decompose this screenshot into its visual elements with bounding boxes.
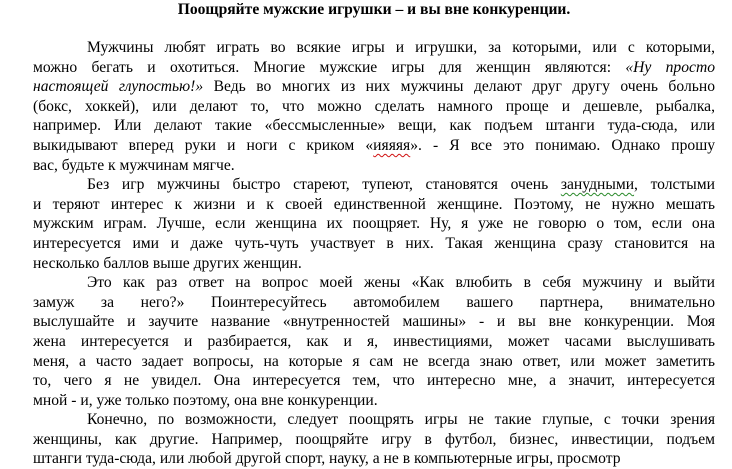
text-run: Ведь во многих из них мужчины делают друг другу очень больно	[203, 78, 715, 96]
document-body	[33, 38, 715, 469]
text-line	[33, 430, 715, 450]
text-line	[33, 449, 715, 469]
text-run: ». - Я все это понимаю. Однако прошу	[410, 136, 716, 154]
text-run: меня, а часто задает вопросы, на которые я сам не всегда знаю ответ, или может заметить	[33, 352, 715, 370]
text-line	[33, 38, 715, 58]
text-run: мной - и, уже только поэтому, она вне конкуренции.	[33, 391, 378, 409]
text-run: и теряют интерес к жизни и к своей единственной женщине. Поэтому, не нужно мешать	[33, 195, 715, 213]
text-run: замуж за него?» Поинтересуйтесь автомобилем вашего партнера, внимательно	[33, 293, 715, 311]
text-run: вас, будьте к мужчинам мягче.	[33, 156, 235, 174]
text-run: то, чего я не увидел. Она интересуется тем, что интересно мне, а значит, интересуется	[33, 372, 715, 390]
text-line	[33, 293, 715, 313]
text-line	[33, 195, 715, 215]
text-line	[33, 214, 715, 234]
text-run: несколько баллов выше других женщин.	[33, 254, 302, 272]
paragraph	[33, 410, 715, 469]
text-line	[33, 312, 715, 332]
text-line	[33, 371, 715, 391]
text-run: Мужчины любят играть во всякие игры и игрушки, за которыми, или с которыми,	[87, 39, 715, 56]
text-run: Это как раз ответ на вопрос моей жены «Как влюбить в себя мужчину и выйти	[87, 274, 715, 292]
text-run: , толстыми	[634, 176, 715, 194]
text-line	[33, 58, 715, 78]
text-run: жена интересуется и разбирается, как и я, инвестициями, может часами выслушивать	[33, 332, 715, 350]
spellcheck-flagged-word: ияяяя	[373, 136, 411, 154]
text-line	[33, 116, 715, 136]
text-line	[33, 77, 715, 97]
text-line	[33, 410, 715, 430]
text-line	[33, 136, 715, 156]
text-line	[33, 273, 715, 293]
text-run: мужским играм. Лучше, если женщина их поощряет. Ну, я уже не говорю о том, если она	[33, 215, 715, 233]
text-run: Без игр мужчины быстро стареют, тупеют, становятся очень	[87, 176, 561, 194]
document-page	[33, 0, 715, 469]
text-run: интересуется ими и даже чуть-чуть участвует в них. Такая женщина сразу становится на	[33, 234, 715, 252]
text-line	[33, 254, 715, 274]
text-run: Конечно, по возможности, следует поощрять игры не такие глупые, с точки зрения	[87, 411, 715, 429]
document-title: Поощряйте мужские игрушки – и вы вне конкуренции.	[177, 1, 571, 18]
paragraph	[33, 175, 715, 273]
spellcheck-flagged-word: занудными	[560, 176, 635, 194]
text-line	[33, 175, 715, 195]
text-line	[33, 391, 715, 411]
text-run: штанги туда-сюда, или любой другой спорт, науку, а не в компьютерные игры, просмотр	[33, 450, 621, 468]
text-line	[33, 97, 715, 117]
italic-quote: настоящей глупостью!»	[33, 78, 204, 96]
text-run: (бокс, хоккей), или делают то, что можно сделать намного проще и дешевле, рыбалка,	[33, 97, 715, 115]
paragraph	[33, 273, 715, 410]
text-line	[33, 332, 715, 352]
text-run: можно бегать и охотиться. Многие мужские игры для женщин являются:	[33, 58, 626, 76]
text-run: женщины, как другие. Например, поощряйте игру в футбол, бизнес, инвестиции, подъем	[33, 430, 715, 448]
text-line	[33, 156, 715, 176]
text-line	[33, 352, 715, 372]
text-line	[33, 234, 715, 254]
paragraph	[33, 38, 715, 175]
text-run: например. Или делают такие «бессмысленные» вещи, как подъем штанги туда-сюда, или	[33, 117, 715, 135]
text-run: выкидывают вперед руки и ноги с криком «	[33, 136, 374, 154]
italic-quote: «Ну просто	[625, 58, 715, 76]
text-run: выслушайте и заучите название «внутренностей машины» - и вы вне конкуренции. Моя	[33, 313, 715, 331]
